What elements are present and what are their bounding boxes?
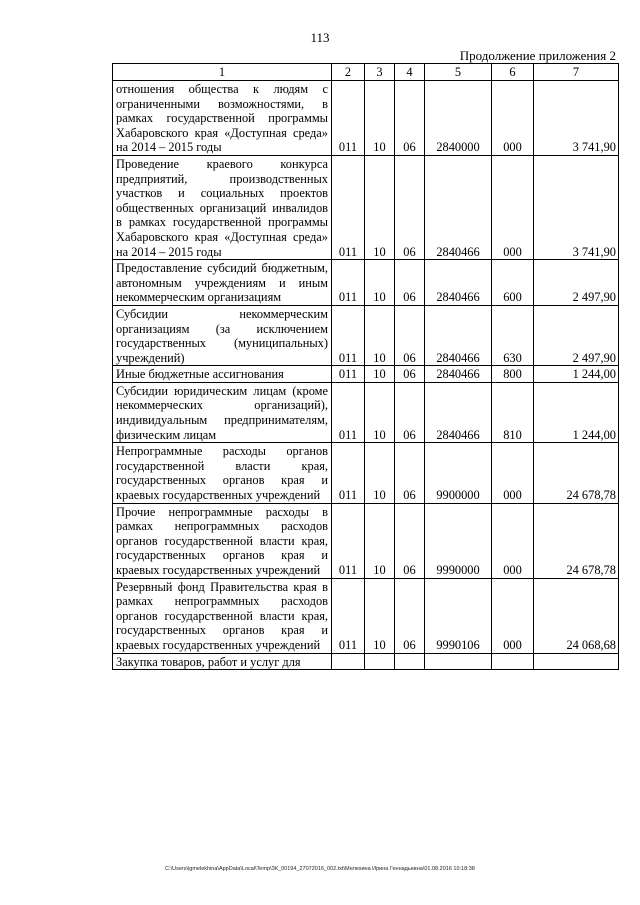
row-section-code: 10	[365, 305, 395, 365]
row-amount: 2 497,90	[534, 260, 619, 306]
table-row	[113, 503, 619, 578]
row-amount	[534, 653, 619, 670]
header-row	[113, 64, 619, 81]
row-target-item: 2840466	[425, 260, 492, 306]
header-cell: 6	[492, 64, 534, 81]
row-description: Закупка товаров, работ и услуг для	[113, 653, 332, 670]
row-expense-type: 600	[492, 260, 534, 306]
header-cell: 5	[425, 64, 492, 81]
row-section-code: 10	[365, 382, 395, 442]
header-cell: 4	[395, 64, 425, 81]
row-description: отношения общества к людям с ограниченными возможностями, в рамках государственной программы Хабаровского края «Доступная среда» на 2014 – 2015 годы	[113, 81, 332, 156]
header-cell: 7	[534, 64, 619, 81]
row-subsection-code: 06	[395, 81, 425, 156]
row-description: Иные бюджетные ассигнования	[113, 366, 332, 383]
row-section-code: 10	[365, 155, 395, 259]
row-ministry-code: 011	[332, 366, 365, 383]
table-row	[113, 81, 619, 156]
row-section-code: 10	[365, 443, 395, 503]
row-section-code: 10	[365, 503, 395, 578]
header-cell: 3	[365, 64, 395, 81]
row-description: Прочие непрограммные расходы в рамках непрограммных расходов органов государственной власти края, государственных органов края и краевых государственных учреждений	[113, 503, 332, 578]
row-subsection-code	[395, 653, 425, 670]
row-expense-type: 810	[492, 382, 534, 442]
row-ministry-code: 011	[332, 382, 365, 442]
row-ministry-code: 011	[332, 503, 365, 578]
row-amount: 24 678,78	[534, 443, 619, 503]
row-subsection-code: 06	[395, 503, 425, 578]
row-subsection-code: 06	[395, 366, 425, 383]
table-row	[113, 578, 619, 653]
table-row	[113, 366, 619, 383]
row-ministry-code: 011	[332, 443, 365, 503]
table-row	[113, 382, 619, 442]
row-target-item: 9990000	[425, 503, 492, 578]
row-section-code: 10	[365, 81, 395, 156]
row-expense-type	[492, 653, 534, 670]
row-target-item: 2840466	[425, 155, 492, 259]
file-path-footer: C:\Users\igmelekhina\AppData\Local\Temp\ЗК_00194_27072016_002.txt\Мелехина Ирина Геннадьевна\01.08.2016 10:18:38	[165, 866, 475, 872]
row-description: Резервный фонд Правительства края в рамках непрограммных расходов органов государственной власти края, государственных органов края и краевых государственных учреждений	[113, 578, 332, 653]
page-number: 113	[310, 30, 330, 45]
table-row	[113, 260, 619, 306]
row-amount: 2 497,90	[534, 305, 619, 365]
continuation-caption: Продолжение приложения 2	[459, 48, 616, 63]
row-amount: 1 244,00	[534, 382, 619, 442]
row-amount: 1 244,00	[534, 366, 619, 383]
row-subsection-code: 06	[395, 382, 425, 442]
row-subsection-code: 06	[395, 155, 425, 259]
row-ministry-code: 011	[332, 155, 365, 259]
row-expense-type: 000	[492, 503, 534, 578]
row-subsection-code: 06	[395, 443, 425, 503]
row-target-item: 2840466	[425, 305, 492, 365]
row-ministry-code: 011	[332, 305, 365, 365]
row-subsection-code: 06	[395, 305, 425, 365]
table-row	[113, 653, 619, 670]
row-description: Субсидии некоммерческим организациям (за исключением государственных (муниципальных) учреждений)	[113, 305, 332, 365]
row-ministry-code: 011	[332, 81, 365, 156]
row-subsection-code: 06	[395, 578, 425, 653]
row-description: Непрограммные расходы органов государственной власти края, государственных органов края и краевых государственных учреждений	[113, 443, 332, 503]
row-target-item	[425, 653, 492, 670]
row-description: Предоставление субсидий бюджетным, автономным учреждениям и иным некоммерческим организациям	[113, 260, 332, 306]
row-expense-type: 000	[492, 443, 534, 503]
row-expense-type: 800	[492, 366, 534, 383]
row-expense-type: 000	[492, 155, 534, 259]
table-row	[113, 443, 619, 503]
row-section-code: 10	[365, 260, 395, 306]
row-ministry-code: 011	[332, 260, 365, 306]
row-target-item: 2840000	[425, 81, 492, 156]
row-amount: 3 741,90	[534, 155, 619, 259]
table-row	[113, 155, 619, 259]
row-ministry-code	[332, 653, 365, 670]
row-expense-type: 000	[492, 81, 534, 156]
row-target-item: 9900000	[425, 443, 492, 503]
row-target-item: 2840466	[425, 382, 492, 442]
header-cell: 1	[113, 64, 332, 81]
row-amount: 24 068,68	[534, 578, 619, 653]
row-ministry-code: 011	[332, 578, 365, 653]
row-subsection-code: 06	[395, 260, 425, 306]
row-section-code: 10	[365, 578, 395, 653]
budget-table	[112, 63, 619, 670]
row-amount: 24 678,78	[534, 503, 619, 578]
row-target-item: 2840466	[425, 366, 492, 383]
header-cell: 2	[332, 64, 365, 81]
row-section-code: 10	[365, 366, 395, 383]
table-row	[113, 305, 619, 365]
row-target-item: 9990106	[425, 578, 492, 653]
row-expense-type: 000	[492, 578, 534, 653]
row-description: Проведение краевого конкурса предприятий, производственных участков и социальных проектов общественных организаций инвалидов в рамках государственной программы Хабаровского края «Доступная среда» на 2014 – 2015 годы	[113, 155, 332, 259]
row-description: Субсидии юридическим лицам (кроме некоммерческих организаций), индивидуальным предпринимателям, физическим лицам	[113, 382, 332, 442]
row-expense-type: 630	[492, 305, 534, 365]
row-section-code	[365, 653, 395, 670]
row-amount: 3 741,90	[534, 81, 619, 156]
